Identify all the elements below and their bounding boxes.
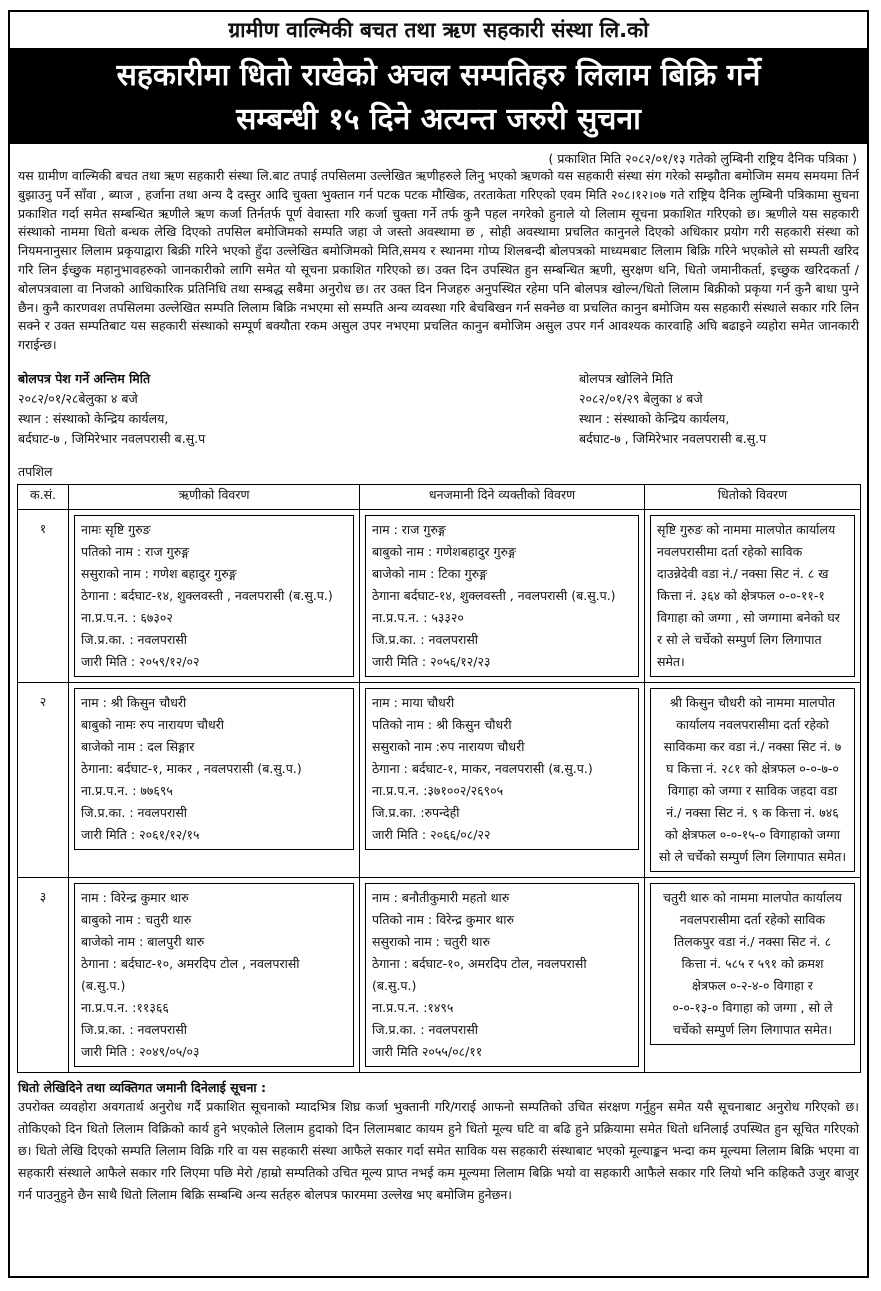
bid-open-title: बोलपत्र खोलिने मिति (579, 370, 673, 386)
bid-submit-block (18, 369, 318, 449)
guarantor-details-line: ना.प्र.प.न. : ५३३२० (372, 609, 464, 625)
borrower-details-line: जि.प्र.का. : नवलपरासी (81, 804, 188, 820)
guarantor-details-cell (360, 877, 645, 1072)
guarantor-details (365, 688, 639, 850)
borrower-details-line: नामः सृष्टि गुरुङ (81, 521, 151, 537)
notice-body: उपरोक्त व्यवहोरा अवगतार्थ अनुरोध गर्दै प्रकाशित सूचनाको म्यादभित्र शिघ्र कर्जा भुक्तानी गरि/गराई आफनो सम्पतिको उचित संरक्षण गर्नुहुन समेत यसै सूचनाबाट अनुरोध गरिएको छ। तोकिएको दिन धितो लिलाम विक्रिको कार्य हुने भएकोले लिलाम हुदाको दिन लिलामबाट कायम हुने धितो मूल्य घटि वा बढि हुने प्रक्रियामा समेत धितो धनिलाई उपस्थित हुन सूचित गरिएको छ। धितो लेखि दिएको सम्पति लिलाम विक्रि गरि वा यस सहकारी संस्था आफैले सकार गर्दा समेत साविक यस सहकारी संस्थाबाट भएको मूल्याङ्कन भन्दा कम मूल्यमा लिलाम बिक्रि भएमा वा सहकारी संस्थाले आफैले सकार गरि लिएमा पछि मेरो /हाम्रो सम्पतिको उचित मूल्य प्राप्त नभई कम मूल्यमा लिलाम बिक्रि भयो वा सहकारी आफैले सकार गरि लियो भनि कहिकतै उजुर बाजुर गर्न पाउनुहुने छैन साथै धितो लिलाम बिक्रि सम्बन्धि अन्य सर्तहरु बोलपत्र फारममा उल्लेख भए बमोजिम हुनेछन। (18, 1098, 859, 1202)
collateral-details-line: श्री किसुन चौधरी को नाममा मालपोत (669, 694, 836, 710)
collateral-details-line: र सो ले चर्चेको सम्पुर्ण लिग लिगापात (657, 631, 822, 647)
guarantor-details (365, 515, 639, 677)
borrower-details-line: नाम : श्री किसुन चौधरी (81, 694, 187, 710)
bid-submit-place-1: स्थान : संस्थाको केन्द्रिय कार्यलय, (18, 410, 169, 426)
collateral-details-line: क्षेत्रफल ०-२-४-० विगाहा र (692, 977, 813, 993)
borrower-details-cell (69, 509, 360, 682)
borrower-details-cell (69, 682, 360, 877)
guarantor-details-line: पतिको नाम : विरेन्द्र कुमार थारु (372, 911, 514, 927)
collateral-details-line: को क्षेत्रफल ०-०-१५-० विगाहाको जग्गा (665, 826, 840, 842)
guarantor-details-line: जि.प्र.का. :रुपन्देही (372, 804, 460, 820)
borrower-details-line: ना.प्र.प.न. : ६७३०२ (81, 609, 173, 625)
bid-open-place-2: बर्दघाट-७ , जिमिरेभार नवलपरासी ब.सु.प (579, 430, 767, 446)
collateral-details-line: समेत। (657, 653, 685, 669)
borrower-details-cell (69, 877, 360, 1072)
collateral-details-line: नं./ नक्सा सिट नं. ९ क कित्ता नं. ७४६ (666, 804, 839, 820)
collateral-details (650, 883, 855, 1045)
borrower-details (74, 515, 354, 677)
collateral-details-line: सृष्टि गुरुङ को नाममा मालपोत कार्यालय (657, 521, 836, 537)
borrower-details-line: ठेगाना : बर्दघाट-१०, अमरदिप टोल , नवलपरासी (ब.सु.प.) (81, 955, 300, 993)
guarantor-details-line: बाबुको नाम : गणेशबहादुर गुरुङ्ग (372, 543, 516, 559)
bid-open-date: २०८२/०१/२९ बेलुका ४ बजे (579, 390, 703, 406)
guarantor-details-line: नाम : माया चौधरी (372, 694, 455, 710)
collateral-details-line: नवलपरासीमा दर्ता रहेको साविक (657, 543, 803, 559)
borrower-details-line: ना.प्र.प.न. : ७७६९५ (81, 782, 173, 798)
guarantor-details-cell (360, 682, 645, 877)
guarantor-details-line: ना.प्र.प.न. :३७१००२/२६९०५ (372, 782, 504, 798)
collateral-details-cell (645, 877, 861, 1072)
table-row (18, 877, 861, 1072)
collateral-details-line: नवलपरासीमा दर्ता रहेको साविक (679, 911, 826, 927)
borrower-details-line: बाजेको नाम : बालपुरी थारु (81, 933, 205, 949)
table-row (18, 682, 861, 877)
guarantor-details-line: पतिको नाम : श्री किसुन चौधरी (372, 716, 512, 732)
header-guarantor: धनजमानी दिने व्यक्तीको विवरण (360, 484, 645, 509)
headline-line-2: सम्बन्धी १५ दिने अत्यन्त जरुरी सुचना (236, 102, 641, 137)
borrower-details-line: जारी मिति : २०६१/१२/१५ (81, 826, 200, 842)
tapsil-label: तपशिल (18, 463, 53, 479)
guarantor-details-line: जारी मिति २०५५/०८/११ (372, 1043, 483, 1059)
borrower-details-line: बाबुको नाम : चतुरी थारु (81, 911, 192, 927)
guarantor-details (365, 883, 639, 1067)
borrower-details-line: जारी मिति : २०५९/१२/०२ (81, 653, 200, 669)
borrower-details-line: जि.प्र.का. : नवलपरासी (81, 1021, 188, 1037)
guarantor-details-line: जारी मिति : २०५६/१२/२३ (372, 653, 491, 669)
collateral-details-line: घ कित्ता नं. २८१ को क्षेत्रफल ०-०-७-० (666, 760, 839, 776)
bid-dates-section (10, 355, 867, 449)
table-body (18, 509, 861, 1072)
borrower-details-line: ससुराको नाम : गणेश बहादुर गुरुङ्ग (81, 565, 237, 581)
header-serial: क.सं. (18, 484, 69, 509)
bid-submit-title: बोलपत्र पेश गर्ने अन्तिम मिति (18, 370, 151, 386)
collateral-details-line: सो ले चर्चेको सम्पुर्ण लिग लिगापात समेत। (658, 848, 847, 864)
borrower-details (74, 688, 354, 850)
collateral-details-line: विगाहा को जग्गा र साविक जहदा वडा (667, 782, 838, 798)
notice-page (8, 10, 869, 1278)
headline-line-1: सहकारीमा धितो राखेको अचल सम्पतिहरु लिलाम बिक्रि गर्ने (116, 58, 761, 93)
headline-banner (10, 50, 867, 144)
guarantor-details-line: ठेगाना : बर्दघाट-१०, अमरदिप टोल, नवलपरासी (ब.सु.प.) (372, 955, 587, 993)
borrower-details-line: ठेगाना: बर्दघाट-१, माकर , नवलपरासी (ब.सु.प.) (81, 760, 302, 776)
guarantor-details-line: ठेगाना बर्दघाट-१४, शुक्लवस्ती , नवलपरासी (ब.सु.प.) (372, 587, 616, 603)
borrower-details-line: नाम : विरेन्द्र कुमार थारु (81, 889, 189, 905)
guarantor-details-line: जि.प्र.का. : नवलपरासी (372, 1021, 479, 1037)
collateral-details (650, 515, 855, 677)
header-borrower: ऋणीको विवरण (69, 484, 360, 509)
organization-name: ग्रामीण वाल्मिकी बचत तथा ऋण सहकारी संस्था लि.को (228, 18, 649, 42)
guarantor-details-line: जारी मिति : २०६६/०८/२२ (372, 826, 491, 842)
guarantor-details-line: ससुराको नाम :रुप नारायण चौधरी (372, 738, 525, 754)
borrower-details-line: जारी मिति : २०४९/०५/०३ (81, 1043, 200, 1059)
borrower-details (74, 883, 354, 1067)
bid-open-place-1: स्थान : संस्थाको केन्द्रिय कार्यलय, (579, 410, 730, 426)
collateral-details-line: कित्ता नं. ३६४ को क्षेत्रफल ०-०-११-१ (657, 587, 825, 603)
guarantor-details-cell (360, 509, 645, 682)
borrower-details-line: बाजेको नाम : दल सिङ्गार (81, 738, 195, 754)
row-serial: २ (18, 682, 69, 877)
guarantor-details-line: नाम : राज गुरुङ्ग (372, 521, 446, 537)
borrower-details-line: ना.प्र.प.न. :११३६६ (81, 999, 169, 1015)
row-serial: १ (18, 509, 69, 682)
bid-submit-place-2: बर्दघाट-७ , जिमिरेभार नवलपरासी ब.सु.प (18, 430, 206, 446)
publication-note: ( प्रकाशित मिति २०८२/०१/१३ गतेको लुम्बिनी राष्ट्रिय दैनिक पत्रिका ) (548, 151, 857, 166)
borrower-details-line: ठेगाना : बर्दघाट-१४, शुक्लवस्ती , नवलपरासी (ब.सु.प.) (81, 587, 333, 603)
collateral-details-line: कित्ता नं. ५८५ र ५९१ को क्रमश (681, 955, 824, 971)
bid-submit-date: २०८२/०१/२८बेलुका ४ बजे (18, 390, 138, 406)
collateral-details (650, 688, 855, 872)
guarantor-details-line: नाम : बनौतीकुमारी महतो थारु (372, 889, 510, 905)
collateral-details-line: साविकमा कर वडा नं./ नक्सा सिट नं. ७ (663, 738, 842, 754)
collateral-details-line: कार्यालय नवलपरासीमा दर्ता रहेको (676, 716, 829, 732)
row-serial: ३ (18, 877, 69, 1072)
collateral-details-line: विगाहा को जग्गा , सो जग्गामा बनेको घर (657, 609, 840, 625)
collateral-details-line: तिलकपुर वडा नं./ नक्सा सिट नं. ८ (673, 933, 832, 949)
table-row (18, 509, 861, 682)
guarantor-details-line: ठेगाना : बर्दघाट-१, माकर, नवलपरासी (ब.सु.प.) (372, 760, 593, 776)
collateral-details-line: दाउन्नेदेवी वडा नं./ नक्सा सिट नं. ८ ख (657, 565, 829, 581)
guarantor-details-line: ससुराको नाम : चतुरी थारु (372, 933, 490, 949)
main-paragraph: यस ग्रामीण वाल्मिकी बचत तथा ऋण सहकारी संस्था लि.बाट तपाई तपसिलमा उल्लेखित ऋणीहरुले लिनु भएको ऋणको यस सहकारी संस्था संग गरेको सम्झौता बमोजिम समय समयमा तिर्न बुझाउनु पर्ने साँवा , ब्याज , हर्जाना तथा अन्य दै दस्तुर आदि चुक्ता भुक्तान गर्न पटक पटक मौखिक, तरताकेता गरिएको एवम मिति २०८।१२।०७ गते राष्ट्रिय दैनिक लुम्बिनी पत्रिकामा सुचना प्रकाशित गर्दा समेत सम्बन्धित ऋणीले ऋण कर्जा तिर्नतर्फ पूर्ण वेवास्ता गरि कर्जा चुक्ता गर्ने तर्फ कुनै पहल नगरेको हुनाले यो लिलाम सूचना प्रकाशित गरिएको छ। ऋणीले यस सहकारी संस्थाको नाममा धितो बन्धक लेखि दिएको तपसिल बमोजिमको सम्पति जहा जे जस्तो अवस्थामा छ , सोही अवस्थामा प्रचलित कानुनले दिएको अधिकार प्रयोग गरी सहकारी संस्था को नियमनानुसार लिलाम प्रकृयाद्वारा बिक्री गरिने भएको हुँदा उल्लेखित बमोजिमको मिति,समय र स्थानमा गोप्य शिलबन्दी बोलपत्रको माध्यमबाट लिलाम बिक्रि गरिने भएकोले सो सम्पती खरिद गरि लिन ईच्छुक महानुभावहरुको जानकारीको लागि समेत यो सूचना प्रकाशित गरिएको छ। उक्त दिन उपस्थित हुन सम्बन्धित ऋणी, सुरक्षण धनि, धितो जमानीकर्ता, इच्छुक खरिदकर्ता /बोलपत्रवाला वा निजको आधिकारिक प्रतिनिधि तथा सम्बद्ध सबैमा अनुरोध छ। तर उक्त दिन निजहरु अनुपस्थित रहेमा पनि बोलपत्र खोल्न/धितो लिलाम बिक्रीको प्रकृया गर्न कुनै बाधा पुग्ने छैन। कुनै कारणवश तपसिलमा उल्लेखित सम्पति लिलाम बिक्रि नभएमा सो सम्पति अन्य व्यवस्था गरि बेचबिखन गर्न सक्नेछ वा प्रचलित कानुन बमोजिम यस सहकारी संस्थाले सकार गरि लिन सक्ने र उक्त सम्पतिबाट यस सहकारी संस्थाको सम्पूर्ण बक्यौता रकम असुल उपर नभएमा प्रचलित कानुन बमोजिम असुल उपर गर्न आवश्यक कारवाहि अघि बढाइने व्यहोरा समेत जानकारी गराईन्छ। (18, 168, 859, 353)
guarantor-details-line: जि.प्र.का. : नवलपरासी (372, 631, 479, 647)
borrower-details-line: बाबुको नामः रुप नारायण चौधरी (81, 716, 225, 732)
collateral-details-cell (645, 682, 861, 877)
borrower-details-line: पतिको नाम : राज गुरुङ्ग (81, 543, 190, 559)
bid-open-block (579, 369, 839, 449)
collateral-details-cell (645, 509, 861, 682)
borrower-details-line: जि.प्र.का. : नवलपरासी (81, 631, 188, 647)
organization-name-bar (10, 12, 867, 50)
guarantor-details-line: ना.प्र.प.न. :१४९५ (372, 999, 454, 1015)
collateral-details-line: चर्चेको सम्पुर्ण लिग लिगापात समेत। (672, 1021, 833, 1037)
guarantor-details-line: बाजेको नाम : टिका गुरुङ्ग (372, 565, 488, 581)
table-header-row (18, 484, 861, 509)
property-details-table (17, 484, 861, 1073)
header-collateral: धितोको विवरण (645, 484, 861, 509)
collateral-details-line: ०-०-१३-० विगाहा को जग्गा , सो ले (672, 999, 833, 1015)
collateral-details-line: चतुरी थारु को नाममा मालपोत कार्यालय (663, 889, 842, 905)
notice-title: धितो लेखिदिने तथा व्यक्तिगत जमानी दिनेलाई सूचना : (18, 1079, 266, 1095)
